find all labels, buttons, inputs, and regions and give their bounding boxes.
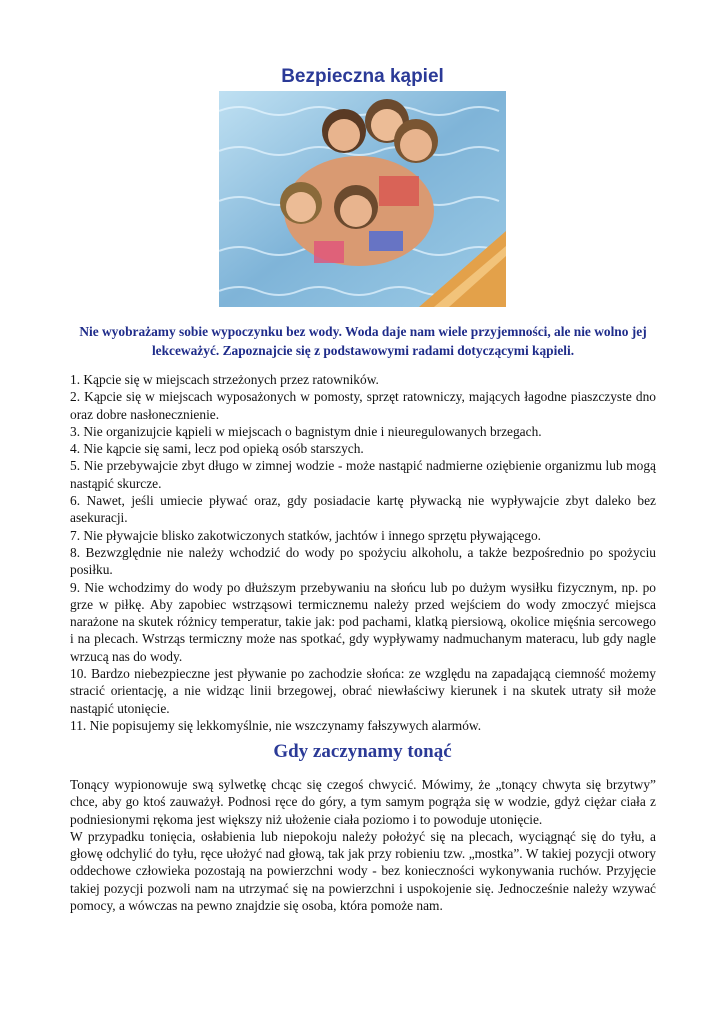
list-item: 9. Nie wchodzimy do wody po dłuższym przebywaniu na słońcu lub po dużym wysiłku fizycznym, np. po grze w piłkę. Aby zapobiec wstrząsowi termicznemu należy przed wejściem do wody zmoczyć miejsca narażone na skutek różnicy temperatur, takie jak: pod pachami, klatką piersiową, okolice mięśnia sercowego i na plecach. Wstrząs termiczny może nas spotkać, gdy wypływamy nadmuchanym materacu, lub gdy nagle wrzucą nas do wody. xyxy=(70,579,656,664)
children-in-pool-photo xyxy=(219,91,506,307)
section-body xyxy=(70,776,656,914)
page-title: Bezpieczna kąpiel xyxy=(281,66,444,87)
list-item: 8. Bezwzględnie nie należy wchodzić do wody po spożyciu alkoholu, a także bezpośrednio po spożyciu posiłku. xyxy=(70,544,656,578)
list-item: 1. Kąpcie się w miejscach strzeżonych przez ratowników. xyxy=(70,372,379,387)
paragraph: W przypadku tonięcia, osłabienia lub niepokoju należy położyć się na plecach, wyciągnąć się do tyłu, a głowę odchylić do tyłu, ręce ułożyć nad głową, tak jak przy robieniu tzw. „mostka”. W takiej pozycji otwory oddechowe człowieka pozostają na powierzchni wody - bez konieczności wykonywania ruchów. Przyjęcie takiej pozycji pozwoli nam na utrzymać się na powierzchni i uspokojenie się. Jednocześnie należy wzywać pomocy, a wówczas na pewno znajdzie się osoba, która pomoże nam. xyxy=(70,828,656,914)
list-item: 5. Nie przebywajcie zbyt długo w zimnej wodzie - może nastąpić nadmierne oziębienie organizmu lub mogą nastąpić skurcze. xyxy=(70,458,656,491)
list-item: 11. Nie popisujemy się lekkomyślnie, nie wszczynamy fałszywych alarmów. xyxy=(70,717,482,733)
list-item: 2. Kąpcie się w miejscach wyposażonych w pomosty, sprzęt ratowniczy, mających łagodne piaszczyste dno oraz dobre nasłonecznienie. xyxy=(70,389,656,422)
list-item: 3. Nie organizujcie kąpieli w miejscach o bagnistym dnie i nieuregulowanych brzegach. xyxy=(70,423,542,439)
paragraph: Tonący wypionowuje swą sylwetkę chcąc się czegoś chwycić. Mówimy, że „tonący chwyta się brzytwy” chce, aby go ktoś zauważył. Podnosi ręce do góry, a tym samym pogrąża się w wodzie, gdyż ciężar ciała z podniesionymi rękoma jest większy niż ułożenie ciała poziomo i to powoduje utonięcie. xyxy=(70,777,656,827)
section-heading: Gdy zaczynamy tonąć xyxy=(273,741,452,762)
intro-text: Nie wyobrażamy sobie wypoczynku bez wody. Woda daje nam wiele przyjemności, ale nie wolno jej lekceważyć. Zapoznajcie się z podstawowymi radami dotyczącymi kąpieli. xyxy=(79,324,647,358)
list-item: 7. Nie pływajcie blisko zakotwiczonych statków, jachtów i innego sprzętu pływającego. xyxy=(70,527,542,543)
list-item: 4. Nie kąpcie się sami, lecz pod opieką osób starszych. xyxy=(70,441,364,457)
list-item: 10. Bardzo niebezpieczne jest pływanie po zachodzie słońca: ze względu na zapadającą ciemność możemy stracić orientację, a nie widząc linii brzegowej, obrać niewłaściwy kierunek i na skutek utraty sił może nastąpić utonięcie. xyxy=(70,666,656,716)
list-item: 6. Nawet, jeśli umiecie pływać oraz, gdy posiadacie kartę pływacką nie wypływajcie zbyt daleko bez asekuracji. xyxy=(70,493,656,526)
rules-list xyxy=(70,371,656,734)
